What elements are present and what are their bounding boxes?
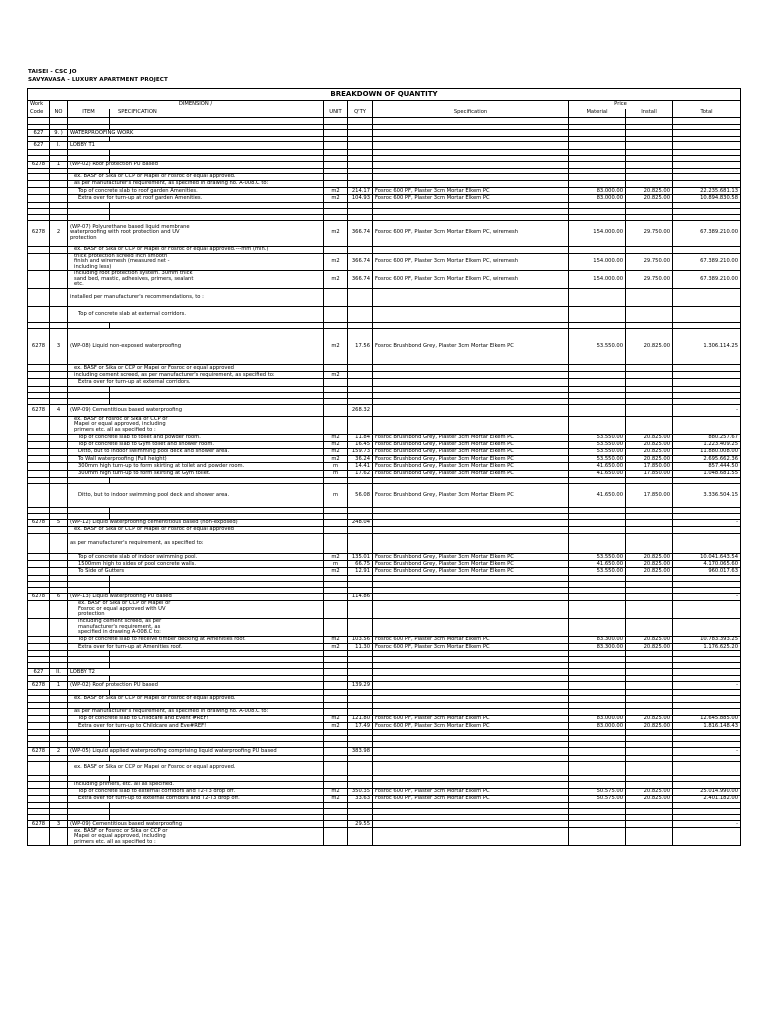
unit-cell: m2	[324, 795, 348, 802]
quantity-cell: 214.17	[348, 188, 373, 195]
col-material: Material	[569, 109, 626, 118]
detail-row	[28, 618, 741, 636]
material-price: 154.000.00	[569, 271, 626, 289]
item-row	[28, 404, 741, 416]
quantity-cell: 350.35	[348, 788, 373, 795]
install-price: 20.825.00	[626, 195, 673, 202]
detail-row	[28, 379, 741, 386]
item-description: Extra over for turn-up at Amenities roof.	[68, 644, 324, 651]
quantity-cell: 383.98	[348, 748, 373, 755]
quantity-cell: 104.93	[348, 195, 373, 202]
item-number: 2	[50, 748, 68, 755]
total-price: 25.014.990.00	[673, 788, 741, 795]
install-price: 17.850.00	[626, 463, 673, 470]
item-description: (WP-09) Cementitious based waterproofing	[68, 821, 324, 828]
install-price: 20.825.00	[626, 188, 673, 195]
total-price: -	[673, 404, 741, 416]
quantity-cell: 36.24	[348, 456, 373, 463]
specification-cell: Fosroc Brushbond Grey, Plaster 3cm Mortar Elkem PC	[373, 441, 569, 448]
item-number: 6	[50, 593, 68, 600]
item-description: To Wall waterproofing (Full height)	[68, 456, 324, 463]
col-dimension: DIMENSION /	[68, 101, 324, 109]
item-description: Top of concrete slab of indoor swimming pool.	[68, 554, 324, 561]
install-price: 29.750.00	[626, 253, 673, 270]
material-price: 83.000.00	[569, 715, 626, 722]
detail-row	[28, 636, 741, 643]
work-code: 6278	[28, 329, 50, 365]
install-price: 20.825.00	[626, 554, 673, 561]
total-price: -	[673, 748, 741, 755]
item-row	[28, 682, 741, 689]
install-price: 20.825.00	[626, 441, 673, 448]
unit-cell: m	[324, 463, 348, 470]
work-code: 627	[28, 669, 50, 676]
specification-cell: Fosroc 600 PF, Plaster 3cm Mortar Elkem PC	[373, 788, 569, 795]
item-row	[28, 748, 741, 755]
install-price: 20.825.00	[626, 715, 673, 722]
install-price: 20.825.00	[626, 329, 673, 365]
material-price: 53.550.00	[569, 329, 626, 365]
unit-cell: m2	[324, 271, 348, 289]
install-price: 20.825.00	[626, 561, 673, 568]
work-code: 6278	[28, 519, 50, 526]
specification-cell: Fosroc 600 PF, Plaster 3cm Mortar Elkem PC, wiremesh	[373, 271, 569, 289]
detail-row	[28, 828, 741, 846]
item-description: including primers, etc. all as specified.	[68, 781, 324, 788]
total-price: 960.017.63	[673, 568, 741, 575]
total-price: 1.223.409.25	[673, 441, 741, 448]
work-code: 627	[28, 142, 50, 149]
item-number: 2	[50, 220, 68, 246]
item-description: Extra over for turn-up to external corridors and T2-T3 drop off.	[68, 795, 324, 802]
item-description: as per manufacturer's requirement, as specified in drawing no. A-008.C to:	[68, 708, 324, 715]
material-price: 41.650.00	[569, 561, 626, 568]
unit-cell: m2	[324, 253, 348, 270]
item-number: II.	[50, 669, 68, 676]
quantity-cell: 29.55	[348, 821, 373, 828]
item-number: 4	[50, 404, 68, 416]
unit-cell: m2	[324, 636, 348, 643]
specification-cell: Fosroc 600 PF, Plaster 3cm Mortar Elkem PC	[373, 636, 569, 643]
detail-row	[28, 463, 741, 470]
install-price: 20.825.00	[626, 644, 673, 651]
detail-row	[28, 715, 741, 722]
section-title: LOBBY T1	[68, 142, 324, 149]
item-number: I.	[50, 142, 68, 149]
unit-cell: m2	[324, 554, 348, 561]
section-row	[28, 669, 741, 676]
col-work: Work	[28, 101, 50, 109]
item-description: thick protection screed inch smooth finish and wiremesh (measured net - including less)	[68, 253, 324, 270]
material-price: 41.650.00	[569, 463, 626, 470]
total-price: 67.389.210.00	[673, 253, 741, 270]
detail-row	[28, 534, 741, 554]
item-description: Extra over for turn-up at external corridors.	[68, 379, 324, 386]
detail-row	[28, 788, 741, 795]
col-qty: Q'TY	[348, 109, 373, 118]
item-row	[28, 821, 741, 828]
item-description: (WP-02) Roof protection PU based	[68, 161, 324, 168]
item-row	[28, 161, 741, 168]
unit-cell: m2	[324, 568, 348, 575]
item-row	[28, 329, 741, 365]
item-description: ex. BASF or Sika or CCP or Mapei or Fosroc or equal approved with UV protection	[68, 600, 324, 618]
item-description: Top of concrete slab to external corridors and T2-T3 drop off.	[68, 788, 324, 795]
unit-cell: m2	[324, 195, 348, 202]
material-price: 83.000.00	[569, 188, 626, 195]
company-name: TAISEI - CSC JO	[28, 69, 77, 75]
total-price: 857.444.50	[673, 463, 741, 470]
quantity-cell: 11.30	[348, 644, 373, 651]
detail-row	[28, 416, 741, 434]
total-price: -	[673, 593, 741, 600]
specification-cell: Fosroc Brushbond Grey, Plaster 3cm Mortar Elkem PC	[373, 483, 569, 507]
specification-cell: Fosroc 600 PF, Plaster 3cm Mortar Elkem PC	[373, 195, 569, 202]
detail-row	[28, 561, 741, 568]
item-description: 300mm high turn-up to form skirting at Gym toilet.	[68, 470, 324, 477]
section-row	[28, 130, 741, 137]
detail-row	[28, 781, 741, 788]
total-price: 2.695.662.36	[673, 456, 741, 463]
unit-cell: m2	[324, 715, 348, 722]
total-price: 10.894.830.58	[673, 195, 741, 202]
item-number: 9. )	[50, 130, 68, 137]
work-code: 6278	[28, 748, 50, 755]
unit-cell: m2	[324, 220, 348, 246]
header-row-1	[28, 101, 741, 109]
total-price: -	[673, 519, 741, 526]
install-price: 29.750.00	[626, 220, 673, 246]
detail-row	[28, 483, 741, 507]
detail-row	[28, 271, 741, 289]
detail-row	[28, 253, 741, 270]
specification-cell: Fosroc 600 PF, Plaster 3cm Mortar Elkem PC	[373, 188, 569, 195]
item-description: Extra over for turn-up to Childcare and Eve#REF!	[68, 723, 324, 730]
item-description: Top of concrete slab at external corridors.	[68, 307, 324, 323]
work-code: 6278	[28, 821, 50, 828]
total-price: 11.880.008.00	[673, 448, 741, 455]
item-description: as per manufacturer's requirement, as specified in drawing no. A-008.C to:	[68, 180, 324, 187]
item-description: 300mm high turn-up to form skirting at toilet and powder room.	[68, 463, 324, 470]
total-price: -	[673, 821, 741, 828]
material-price: 53.550.00	[569, 568, 626, 575]
specification-cell: Fosroc Brushbond Grey, Plaster 3cm Mortar Elkem PC	[373, 329, 569, 365]
specification-cell: Fosroc Brushbond Grey, Plaster 3cm Mortar Elkem PC	[373, 561, 569, 568]
quantity-cell: 17.62	[348, 470, 373, 477]
detail-row	[28, 600, 741, 618]
item-description: ex. BASF or Fosroc or Sika or CCP or Mapei or equal approved, including primers etc. all as specified to :	[68, 416, 324, 434]
detail-row	[28, 307, 741, 323]
total-price: 1.048.681.55	[673, 470, 741, 477]
col-price: Price	[569, 101, 673, 109]
material-price: 53.550.00	[569, 554, 626, 561]
detail-row	[28, 526, 741, 533]
specification-cell: Fosroc Brushbond Grey, Plaster 3cm Mortar Elkem PC	[373, 434, 569, 441]
item-description: Top of concrete slab to Gym toilet and shower room.	[68, 441, 324, 448]
col-no: NO	[50, 109, 68, 118]
install-price: 20.825.00	[626, 434, 673, 441]
section-row	[28, 142, 741, 149]
item-description: Top of concrete slab to toilet and powder room.	[68, 434, 324, 441]
specification-cell: Fosroc Brushbond Grey, Plaster 3cm Mortar Elkem PC	[373, 554, 569, 561]
material-price: 83.300.00	[569, 644, 626, 651]
unit-cell: m2	[324, 456, 348, 463]
item-description: (WP-07) Polyurethane based liquid membrane waterproofing with root protection and UV protection	[68, 220, 324, 246]
item-number: 3	[50, 329, 68, 365]
section-title: LOBBY T2	[68, 669, 324, 676]
specification-cell: Fosroc 600 PF, Plaster 3cm Mortar Elkem PC, wiremesh	[373, 220, 569, 246]
unit-cell: m2	[324, 372, 348, 379]
item-description: (WP-13) Liquid waterproofing PU based	[68, 593, 324, 600]
install-price: 20.825.00	[626, 448, 673, 455]
item-description: ex. BASF or Fosroc or Sika or CCP or Mapei or equal approved, including primers etc. all as specified to :	[68, 828, 324, 846]
table-title: BREAKDOWN OF QUANTITY	[28, 89, 741, 101]
unit-cell: m2	[324, 434, 348, 441]
item-description: (WP-02) Roof protection PU based	[68, 682, 324, 689]
install-price: 17.850.00	[626, 470, 673, 477]
specification-cell: Fosroc 600 PF, Plaster 3cm Mortar Elkem PC	[373, 795, 569, 802]
unit-cell: m2	[324, 329, 348, 365]
quantity-cell: 268.32	[348, 404, 373, 416]
install-price: 20.825.00	[626, 636, 673, 643]
col-code: Code	[28, 109, 50, 118]
col-unit: UNIT	[324, 109, 348, 118]
col-specification: Specification	[373, 109, 569, 118]
item-number: 3	[50, 821, 68, 828]
item-number: 5	[50, 519, 68, 526]
install-price: 20.825.00	[626, 795, 673, 802]
material-price: 50.575.00	[569, 795, 626, 802]
quantity-cell: 12.91	[348, 568, 373, 575]
item-description: ex. BASF or Sika or CCP or Mapei or Fosroc or equal approved.	[68, 173, 324, 180]
total-price: 2.401.182.00	[673, 795, 741, 802]
install-price: 20.825.00	[626, 456, 673, 463]
detail-row	[28, 372, 741, 379]
quantity-cell: 366.74	[348, 220, 373, 246]
specification-cell: Fosroc 600 PF, Plaster 3cm Mortar Elkem PC, wiremesh	[373, 253, 569, 270]
material-price: 53.550.00	[569, 448, 626, 455]
item-description: as per manufacturer's requirement, as specified to:	[68, 534, 324, 554]
col-install: Install	[626, 109, 673, 118]
item-description: (WP-05) Liquid applied waterproofing comprising liquid waterproofing PU based	[68, 748, 324, 755]
total-price: 67.389.210.00	[673, 271, 741, 289]
install-price: 20.825.00	[626, 788, 673, 795]
item-description: (WP-09) Cementitious based waterproofing	[68, 404, 324, 416]
item-description: 1500mm high to sides of pool concrete walls.	[68, 561, 324, 568]
work-code: 6278	[28, 404, 50, 416]
item-row	[28, 519, 741, 526]
unit-cell: m2	[324, 644, 348, 651]
item-number: 1	[50, 682, 68, 689]
material-price: 154.000.00	[569, 220, 626, 246]
detail-row	[28, 456, 741, 463]
work-code: 6278	[28, 593, 50, 600]
item-description: including cement screed, as per manufacturer's requirement, as specified to:	[68, 372, 324, 379]
detail-row	[28, 434, 741, 441]
table-title-row	[28, 89, 741, 101]
detail-row	[28, 554, 741, 561]
item-description: Extra over for turn-up at roof garden Amenities.	[68, 195, 324, 202]
specification-cell: Fosroc Brushbond Grey, Plaster 3cm Mortar Elkem PC	[373, 456, 569, 463]
material-price: 41.650.00	[569, 470, 626, 477]
total-price: 1.306.114.25	[673, 329, 741, 365]
detail-row	[28, 188, 741, 195]
quantity-cell: 14.41	[348, 463, 373, 470]
detail-row	[28, 723, 741, 730]
unit-cell: m2	[324, 188, 348, 195]
detail-row	[28, 761, 741, 775]
detail-row	[28, 173, 741, 180]
total-price: 1.816.148.43	[673, 723, 741, 730]
total-price: 10.041.643.54	[673, 554, 741, 561]
quantity-cell: 159.73	[348, 448, 373, 455]
total-price: 12.645.885.00	[673, 715, 741, 722]
work-code: 6278	[28, 682, 50, 689]
unit-cell: m2	[324, 448, 348, 455]
header-row-2	[28, 109, 741, 118]
item-description: including cement screed, as per manufacturer's requirement, as specified in drawing A-008.C to:	[68, 618, 324, 636]
detail-row	[28, 448, 741, 455]
total-price: 3.336.504.15	[673, 483, 741, 507]
col-item: ITEM	[68, 109, 110, 118]
quantity-cell: 139.29	[348, 682, 373, 689]
detail-row	[28, 180, 741, 187]
quantity-table	[27, 88, 741, 846]
col-total: Total	[673, 109, 741, 118]
item-row	[28, 220, 741, 246]
specification-cell: Fosroc 600 PF, Plaster 3cm Mortar Elkem PC	[373, 644, 569, 651]
col-specification-left: SPECIFICATION	[110, 109, 324, 118]
item-description: Ditto, but to indoor swimming pool deck and shower area.	[68, 483, 324, 507]
detail-row	[28, 568, 741, 575]
material-price: 53.550.00	[569, 434, 626, 441]
quantity-cell: 366.74	[348, 253, 373, 270]
detail-row	[28, 470, 741, 477]
item-description: ex. BASF or Sika or CCP or Mapei or Fosroc or equal approved.---mm (min.)	[68, 246, 324, 253]
install-price: 20.825.00	[626, 723, 673, 730]
item-description: (WP-12) Liquid waterproofing cementitious based (non-exposed)	[68, 519, 324, 526]
quantity-cell: 11.84	[348, 434, 373, 441]
total-price: 4.170.065.60	[673, 561, 741, 568]
quantity-cell: 66.75	[348, 561, 373, 568]
specification-cell: Fosroc Brushbond Grey, Plaster 3cm Mortar Elkem PC	[373, 463, 569, 470]
quantity-cell: 33.63	[348, 795, 373, 802]
detail-row	[28, 708, 741, 715]
detail-row	[28, 289, 741, 307]
quantity-cell: 17.49	[348, 723, 373, 730]
unit-cell: m2	[324, 441, 348, 448]
material-price: 83.000.00	[569, 723, 626, 730]
specification-cell: Fosroc 600 PF, Plaster 3cm Mortar Elkem PC	[373, 715, 569, 722]
quantity-cell: 114.86	[348, 593, 373, 600]
total-price: 1.176.625.20	[673, 644, 741, 651]
item-description: Top of concrete slab to roof garden Amenities.	[68, 188, 324, 195]
unit-cell: m2	[324, 788, 348, 795]
work-code: 6278	[28, 161, 50, 168]
quantity-cell: 366.74	[348, 271, 373, 289]
material-price: 41.650.00	[569, 483, 626, 507]
material-price: 53.550.00	[569, 456, 626, 463]
detail-row	[28, 195, 741, 202]
material-price: 154.000.00	[569, 253, 626, 270]
item-description: installed per manufacturer's recommendations, to :	[68, 289, 324, 307]
quantity-cell: 103.56	[348, 636, 373, 643]
specification-cell: Fosroc Brushbond Grey, Plaster 3cm Mortar Elkem PC	[373, 448, 569, 455]
install-price: 29.750.00	[626, 271, 673, 289]
material-price: 83.000.00	[569, 195, 626, 202]
unit-cell: m	[324, 561, 348, 568]
total-price: 22.235.681.13	[673, 188, 741, 195]
quantity-cell: 248.04	[348, 519, 373, 526]
detail-row	[28, 644, 741, 651]
total-price: 67.389.210.00	[673, 220, 741, 246]
item-description: Top of concrete slab to receive timber decking at Amenities roof.	[68, 636, 324, 643]
specification-cell: Fosroc Brushbond Grey, Plaster 3cm Mortar Elkem PC	[373, 568, 569, 575]
section-title: WATERPROOFING WORK	[68, 130, 324, 137]
item-description: Top of concrete slab to Childcare and Event #REF!	[68, 715, 324, 722]
work-code: 6278	[28, 220, 50, 246]
item-description: Ditto, but to indoor swimming pool deck and shower area.	[68, 448, 324, 455]
item-description: (WP-08) Liquid non-exposed waterproofing	[68, 329, 324, 365]
detail-row	[28, 365, 741, 372]
unit-cell: m	[324, 470, 348, 477]
install-price: 17.850.00	[626, 483, 673, 507]
install-price: 20.825.00	[626, 568, 673, 575]
blank-row	[28, 118, 741, 125]
material-price: 50.575.00	[569, 788, 626, 795]
detail-row	[28, 795, 741, 802]
item-description: ex. BASF or Sika or CCP or Mapei or Fosroc or equal approved	[68, 526, 324, 533]
quantity-cell: 135.01	[348, 554, 373, 561]
material-price: 53.550.00	[569, 441, 626, 448]
unit-cell: m2	[324, 723, 348, 730]
quantity-cell: 17.56	[348, 329, 373, 365]
item-description: To Side of Gutters	[68, 568, 324, 575]
total-price: 880.257.67	[673, 434, 741, 441]
item-description: ex. BASF or Sika or CCP or Mapei or Fosroc or equal approved.	[68, 761, 324, 775]
item-number: 1	[50, 161, 68, 168]
item-description: ex. BASF or Sika or CCP or Mapei or Fosroc or equal approved.	[68, 695, 324, 702]
material-price: 83.300.00	[569, 636, 626, 643]
specification-cell: Fosroc Brushbond Grey, Plaster 3cm Mortar Elkem PC	[373, 470, 569, 477]
quantity-cell: 121.80	[348, 715, 373, 722]
project-name: SAVYAVASA - LUXURY APARTMENT PROJECT	[28, 77, 168, 83]
specification-cell: Fosroc 600 PF, Plaster 3cm Mortar Elkem PC	[373, 723, 569, 730]
unit-cell: m	[324, 483, 348, 507]
total-price: 10.783.393.25	[673, 636, 741, 643]
total-price: -	[673, 682, 741, 689]
detail-row	[28, 441, 741, 448]
quantity-cell: 56.08	[348, 483, 373, 507]
item-description: including root protection system. 30mm thick sand bed, mastic, adhesives, primers, sealant etc.	[68, 271, 324, 289]
detail-row	[28, 695, 741, 702]
item-description: ex. BASF or Sika or CCP or Mapei or Fosroc or equal approved	[68, 365, 324, 372]
quantity-cell: 16.45	[348, 441, 373, 448]
work-code: 627	[28, 130, 50, 137]
